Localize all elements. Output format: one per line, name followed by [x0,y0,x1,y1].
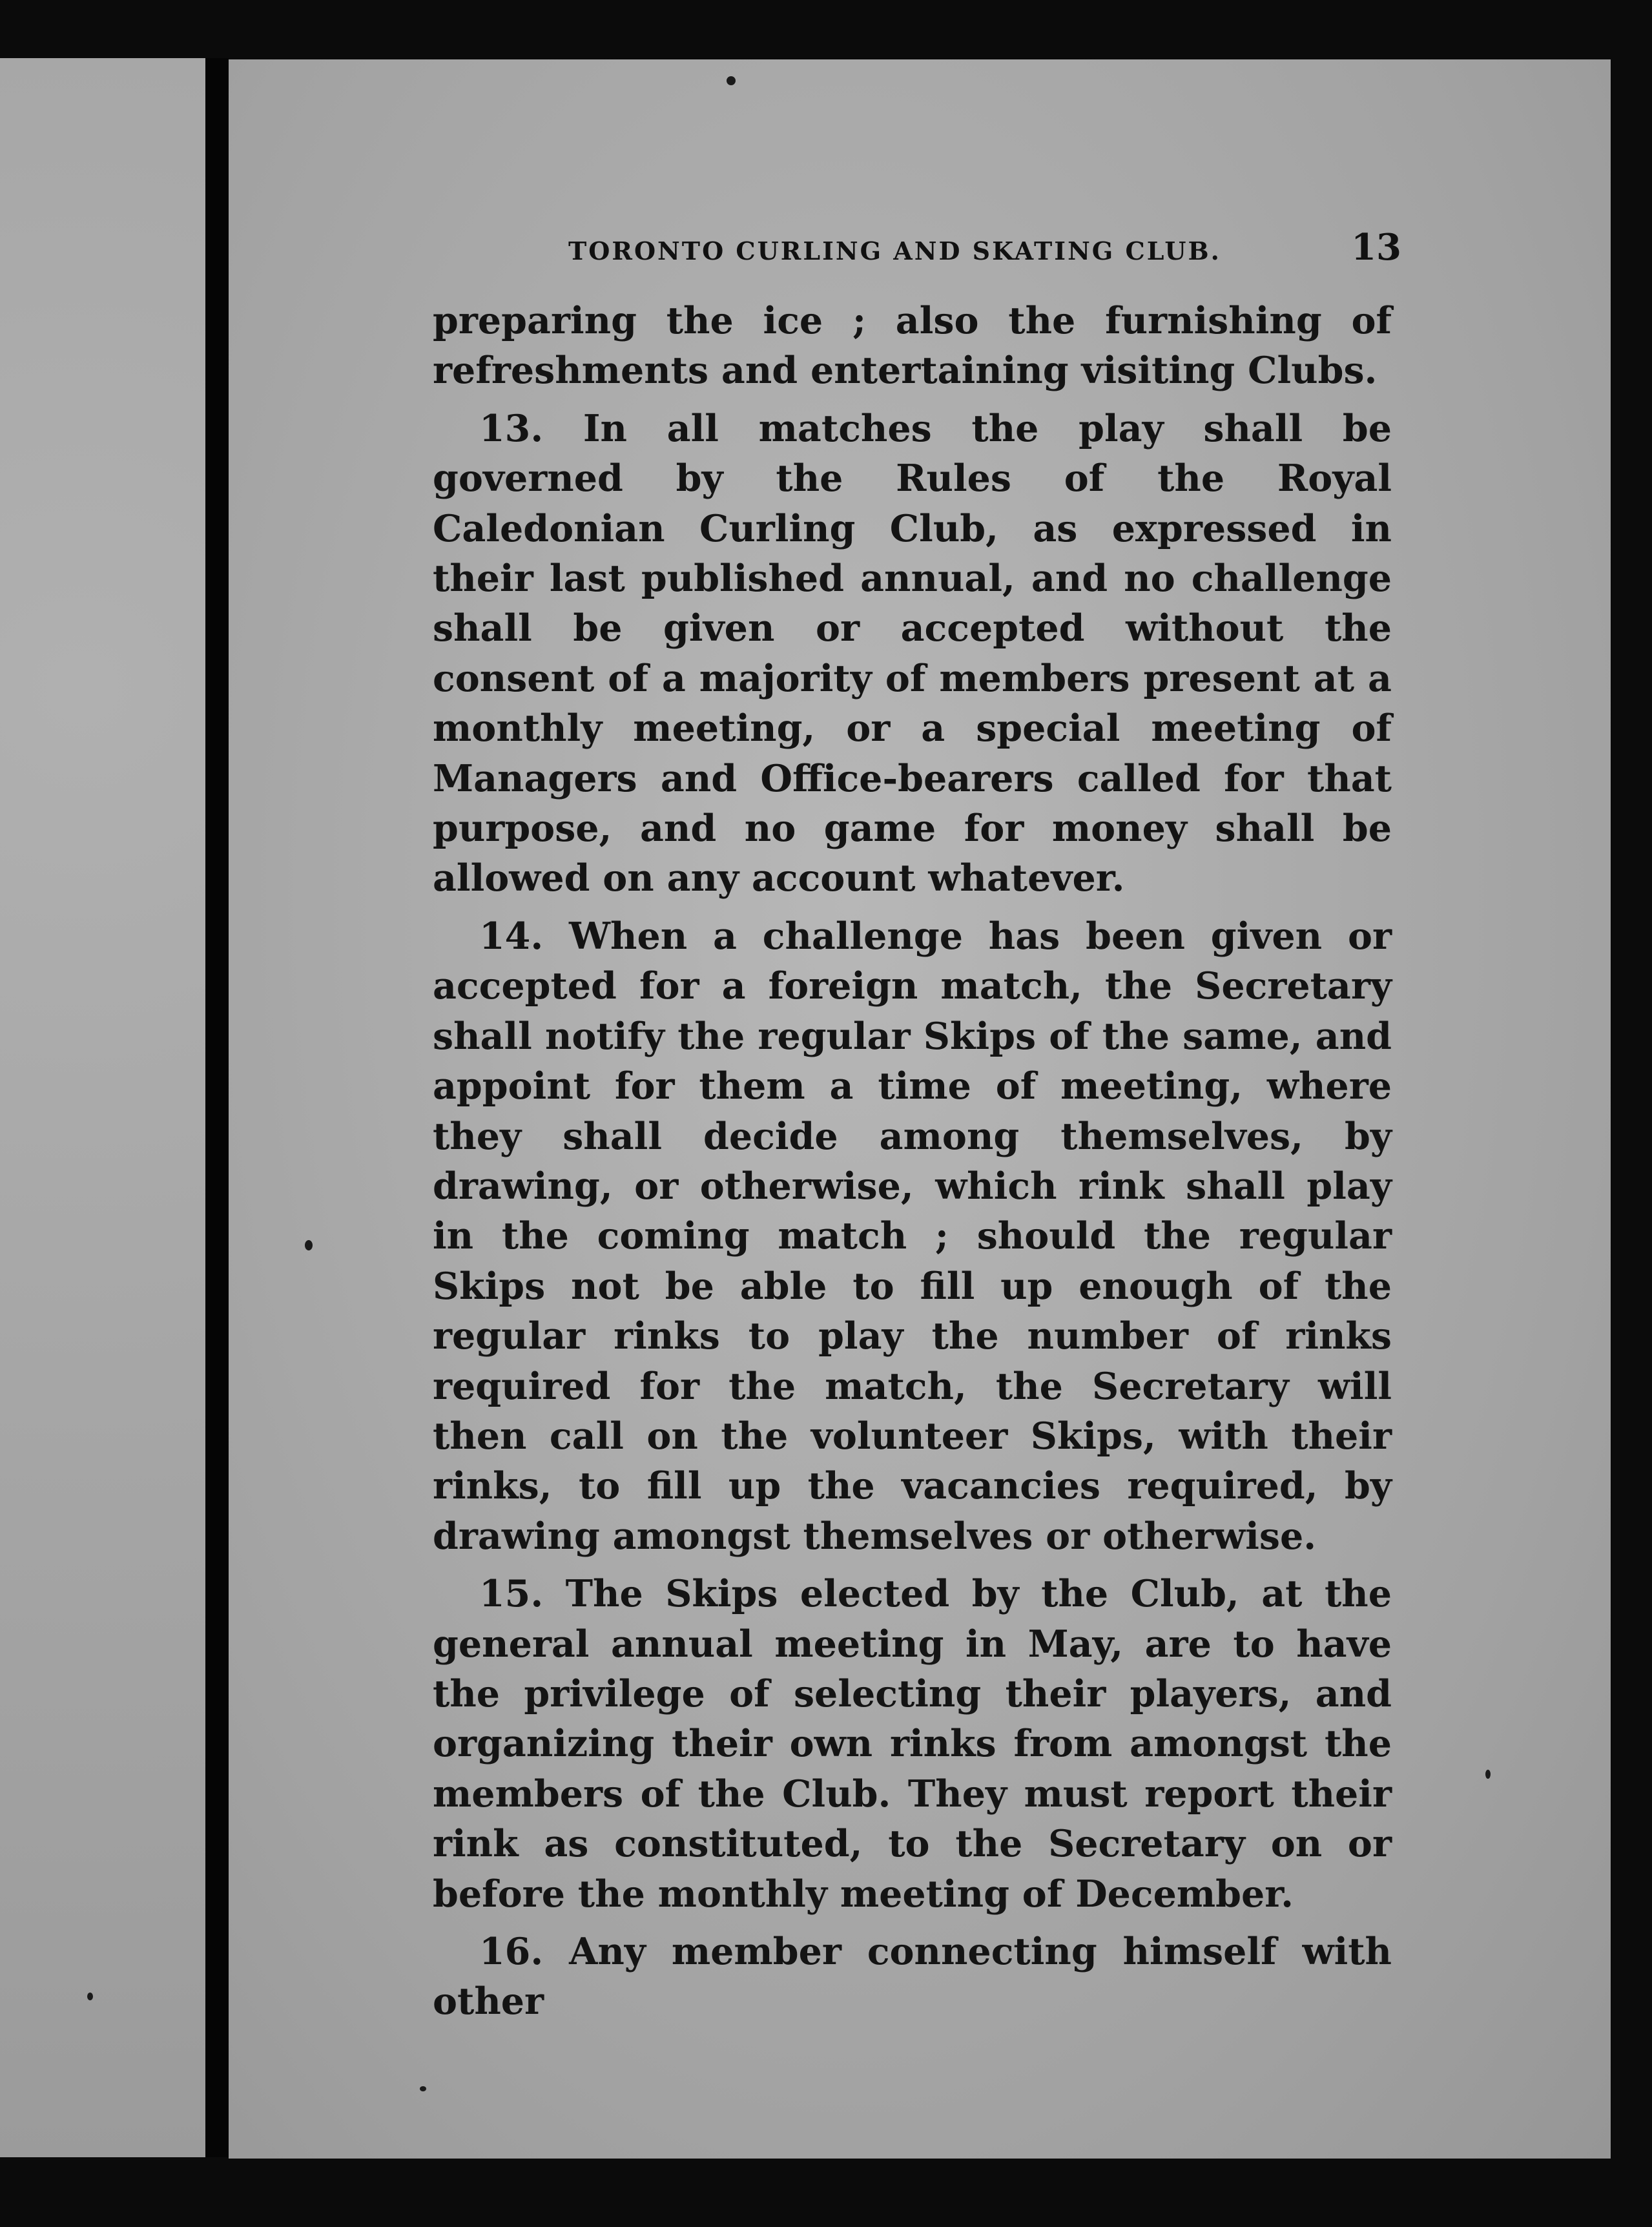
scan-speck [87,1993,93,2000]
scan-speck [727,76,736,85]
facing-page-edge [0,58,205,2157]
paragraph-rule-15: 15. The Skips elected by the Club, at the general annual meeting in May, are to have the privilege of selecting their players, and organizing their own rinks from amongst the members of the Club. They must report their rink as constituted, to the Secretary on or before the monthly meeting of December. [433,1572,1392,1916]
scan-speck [305,1240,313,1250]
running-head-title: TORONTO CURLING AND SKATING CLUB. [568,236,1221,265]
paragraph-rule-13: 13. In all matches the play shall be governed by the Rules of the Royal Caledonian Curling Club, as expressed in their last published annual, and no challenge shall be given or accepted without the consent of a majority of members present at a monthly meeting, or a special meeting of Managers and Office-bearers called for that purpose, and no game for money shall be allowed on any account whatever. [433,406,1392,900]
page-number: 13 [1351,226,1401,269]
page-body [433,296,1392,2035]
scan-speck [1485,1770,1491,1779]
scan-speck [420,2086,426,2091]
paragraph-rule-14: 14. When a challenge has been given or accepted for a foreign match, the Secretary shall notify the regular Skips of the same, and appoint for them a time of meeting, where they shall decide among themselves, by drawing, or otherwise, which rink shall play in the coming match ; should the regular Skips not be able to fill up enough of the regular rinks to play the number of rinks required for the match, the Secretary will then call on the volunteer Skips, with their rinks, to fill up the vacancies required, by drawing amongst themselves or otherwise. [433,914,1392,1558]
book-gutter [205,58,229,2157]
running-head [342,226,1401,269]
paragraph-continuation: preparing the ice ; also the furnishing of refreshments and entertaining visiting Clubs. [433,299,1392,393]
paragraph-rule-16: 16. Any member connecting himself with other [433,1930,1392,2024]
